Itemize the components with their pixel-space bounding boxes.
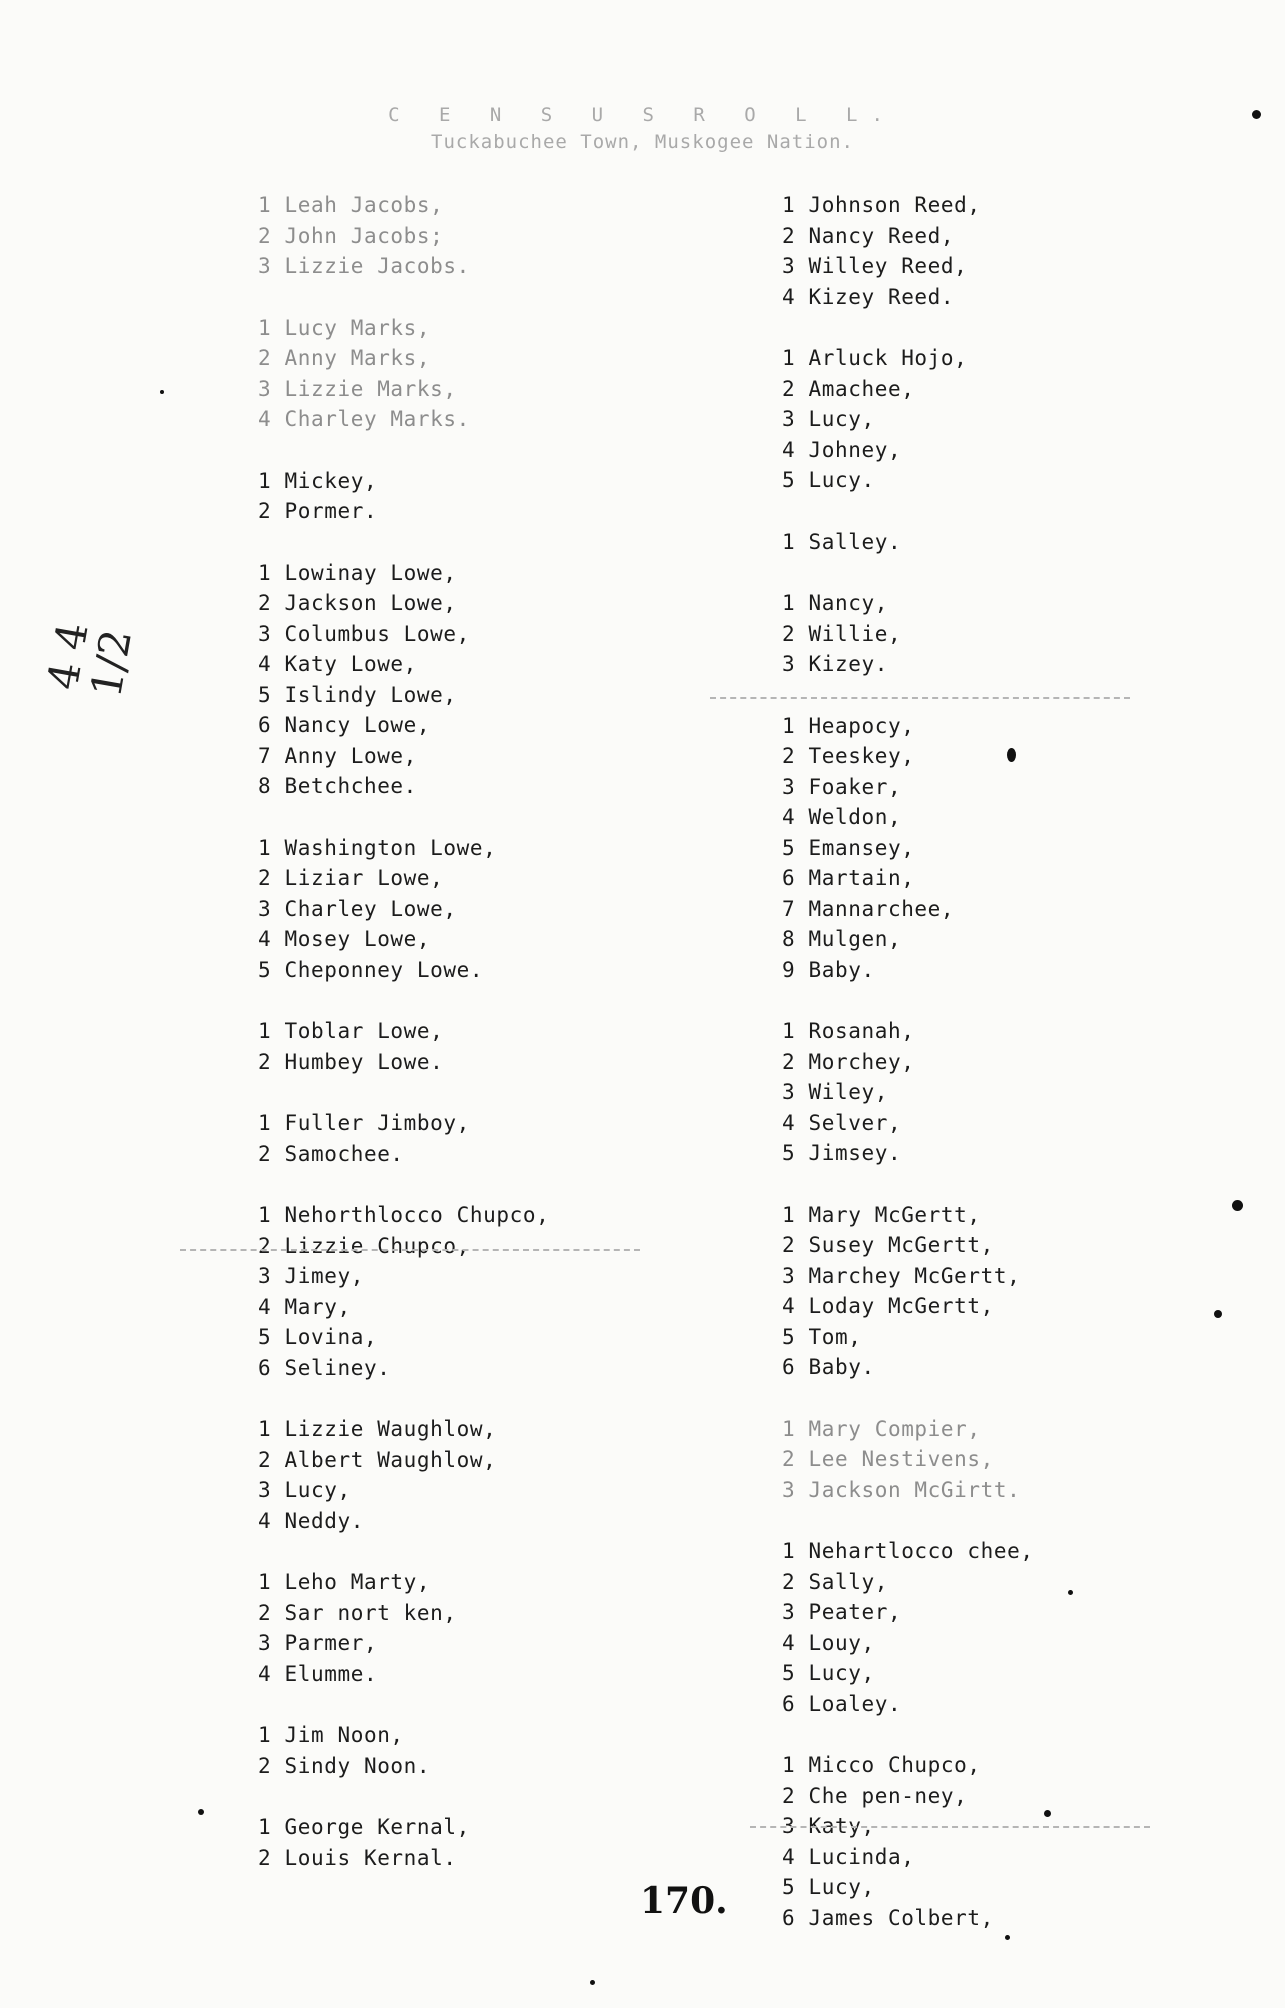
roll-entry: 1 Nehorthlocco Chupco, <box>258 1203 550 1227</box>
family-group <box>782 1536 1034 1719</box>
family-group <box>258 190 549 282</box>
left-column <box>258 190 549 1904</box>
roll-entry: 1 Jim Noon, <box>258 1723 404 1747</box>
roll-entry: 1 Lowinay Lowe, <box>258 560 457 585</box>
roll-entry: 1 Lucy Marks, <box>258 315 431 340</box>
roll-entry: 2 John Jacobs; <box>258 223 444 248</box>
roll-entry: 6 Seliney. <box>258 1355 391 1380</box>
roll-entry: 3 Peater, <box>782 1600 902 1624</box>
roll-entry: 1 Leho Marty, <box>258 1570 431 1594</box>
roll-entry: 3 Wiley, <box>782 1080 888 1104</box>
roll-entry: 1 Salley. <box>782 529 902 554</box>
roll-entry: 2 Susey McGertt, <box>782 1233 994 1257</box>
roll-entry: 6 Martain, <box>782 866 915 890</box>
roll-entry: 1 Rosanah, <box>782 1019 915 1043</box>
scan-speck <box>160 390 164 394</box>
roll-entry: 5 Tom, <box>782 1324 862 1349</box>
roll-entry: 1 Heapocy, <box>782 713 915 738</box>
roll-entry: 1 Washington Lowe, <box>258 835 497 860</box>
roll-entry: 4 Charley Marks. <box>258 407 470 431</box>
roll-entry: 2 Che pen-ney, <box>782 1783 968 1808</box>
roll-entry: 3 Lucy, <box>782 407 875 431</box>
roll-entry: 3 Jimey, <box>258 1264 364 1288</box>
roll-entry: 2 Sar nort ken, <box>258 1600 457 1625</box>
roll-entry: 1 Mary Compier, <box>782 1416 981 1441</box>
dashed-rule <box>180 1249 640 1251</box>
roll-entry: 4 Neddy. <box>258 1508 364 1533</box>
roll-entry: 1 Fuller Jimboy, <box>258 1111 470 1135</box>
scan-speck <box>198 1809 204 1815</box>
scan-speck <box>1044 1810 1051 1817</box>
roll-entry: 5 Jimsey. <box>782 1141 902 1165</box>
roll-entry: 2 Liziar Lowe, <box>258 866 444 890</box>
right-column <box>782 190 1034 1964</box>
roll-entry: 2 Amachee, <box>782 376 915 401</box>
roll-entry: 1 Lizzie Waughlow, <box>258 1417 497 1441</box>
family-group <box>258 1414 549 1536</box>
roll-entry: 8 Betchchee. <box>258 774 417 798</box>
roll-entry: 1 Nehartlocco chee, <box>782 1539 1034 1563</box>
family-group <box>258 1108 549 1169</box>
roll-entry: 4 Katy Lowe, <box>258 652 417 676</box>
dashed-rule <box>710 697 1130 699</box>
roll-entry: 5 Cheponney Lowe. <box>258 957 484 982</box>
scan-speck <box>1005 1935 1010 1940</box>
roll-entry: 4 Weldon, <box>782 805 902 829</box>
roll-entry: 5 Emansey, <box>782 835 915 860</box>
roll-entry: 1 Mary McGertt, <box>782 1202 981 1227</box>
roll-entry: 3 Jackson McGirtt. <box>782 1477 1021 1502</box>
scan-speck <box>1232 1200 1243 1211</box>
roll-entry: 5 Lucy. <box>782 468 875 492</box>
dashed-rule <box>750 1826 1150 1828</box>
roll-entry: 1 Toblar Lowe, <box>258 1019 444 1043</box>
roll-entry: 4 Kizey Reed. <box>782 284 955 309</box>
roll-entry: 1 Leah Jacobs, <box>258 193 444 217</box>
roll-entry: 3 Lizzie Marks, <box>258 376 457 401</box>
roll-entry: 2 Louis Kernal. <box>258 1845 457 1870</box>
family-group <box>258 833 549 986</box>
roll-entry: 2 Jackson Lowe, <box>258 591 457 615</box>
roll-entry: 3 Lucy, <box>258 1478 351 1502</box>
roll-entry: 2 Samochee. <box>258 1141 404 1166</box>
roll-entry: 1 Arluck Hojo, <box>782 346 968 370</box>
family-group <box>258 1016 549 1077</box>
roll-entry: 1 Mickey, <box>258 468 378 493</box>
roll-entry: 2 Willie, <box>782 621 902 646</box>
family-group <box>782 1200 1034 1383</box>
roll-entry: 2 Sindy Noon. <box>258 1753 431 1778</box>
scan-speck <box>1068 1590 1073 1595</box>
roll-entry: 6 Baby. <box>782 1355 875 1379</box>
roll-entry: 1 Johnson Reed, <box>782 193 981 217</box>
roll-entry: 4 Mosey Lowe, <box>258 927 431 951</box>
family-group <box>258 313 549 435</box>
roll-entry: 2 Anny Marks, <box>258 346 431 370</box>
family-group <box>782 527 1034 558</box>
roll-entry: 5 Lucy, <box>782 1661 875 1685</box>
family-group <box>782 588 1034 680</box>
roll-entry: 4 Selver, <box>782 1110 902 1135</box>
scan-speck <box>1252 110 1261 119</box>
roll-entry: 3 Foaker, <box>782 774 902 799</box>
roll-entry: 2 Humbey Lowe. <box>258 1049 444 1074</box>
family-group <box>258 558 549 802</box>
roll-subtitle: Tuckabuchee Town, Muskogee Nation. <box>431 131 854 153</box>
family-group <box>258 1720 549 1781</box>
roll-entry: 4 Louy, <box>782 1630 875 1655</box>
roll-entry: 6 Nancy Lowe, <box>258 713 431 737</box>
family-group <box>782 190 1034 312</box>
roll-entry: 7 Anny Lowe, <box>258 743 417 768</box>
roll-entry: 6 James Colbert, <box>782 1905 994 1930</box>
roll-entry: 2 Lizzie Chupco, <box>258 1233 470 1258</box>
family-group <box>258 1567 549 1689</box>
roll-entry: 3 Columbus Lowe, <box>258 621 470 646</box>
roll-entry: 5 Lovina, <box>258 1325 378 1349</box>
roll-entry: 6 Loaley. <box>782 1691 902 1716</box>
roll-entry: 3 Willey Reed, <box>782 254 968 278</box>
handwritten-margin-note: 4 4 1/2 <box>37 618 142 701</box>
family-group <box>782 343 1034 496</box>
roll-entry: 3 Lizzie Jacobs. <box>258 254 470 278</box>
roll-entry: 4 Elumme. <box>258 1661 378 1686</box>
roll-entry: 3 Marchey McGertt, <box>782 1263 1021 1288</box>
family-group <box>258 1812 549 1873</box>
family-group <box>782 1414 1034 1506</box>
roll-entry: 8 Mulgen, <box>782 927 902 951</box>
roll-entry: 9 Baby. <box>782 957 875 982</box>
scan-speck <box>1007 748 1016 762</box>
roll-entry: 1 George Kernal, <box>258 1815 470 1839</box>
roll-entry: 2 Sally, <box>782 1569 888 1594</box>
roll-entry: 4 Mary, <box>258 1294 351 1319</box>
roll-entry: 2 Teeskey, <box>782 744 915 768</box>
roll-entry: 3 Katy, <box>782 1814 875 1838</box>
roll-entry: 3 Parmer, <box>258 1631 378 1655</box>
scan-speck <box>590 1980 595 1985</box>
roll-entry: 2 Pormer. <box>258 499 378 523</box>
roll-entry: 2 Lee Nestivens, <box>782 1447 994 1471</box>
page-number: 170. <box>640 1880 728 1922</box>
family-group <box>782 1016 1034 1169</box>
roll-entry: 2 Morchey, <box>782 1049 915 1074</box>
family-group <box>258 1200 549 1383</box>
roll-entry: 5 Lucy, <box>782 1875 875 1899</box>
scan-speck <box>1214 1310 1222 1318</box>
roll-entry: 2 Albert Waughlow, <box>258 1447 497 1472</box>
roll-entry: 3 Kizey. <box>782 652 888 676</box>
roll-entry: 7 Mannarchee, <box>782 896 955 921</box>
roll-title: C E N S U S R O L L. <box>388 104 897 126</box>
family-group <box>782 711 1034 986</box>
family-group <box>258 466 549 527</box>
family-group <box>782 1750 1034 1933</box>
roll-entry: 1 Micco Chupco, <box>782 1753 981 1777</box>
roll-entry: 4 Lucinda, <box>782 1844 915 1869</box>
roll-entry: 5 Islindy Lowe, <box>258 682 457 707</box>
roll-entry: 2 Nancy Reed, <box>782 223 955 248</box>
roll-entry: 3 Charley Lowe, <box>258 896 457 921</box>
roll-entry: 4 Loday McGertt, <box>782 1294 994 1318</box>
roll-entry: 4 Johney, <box>782 437 902 462</box>
roll-entry: 1 Nancy, <box>782 591 888 615</box>
